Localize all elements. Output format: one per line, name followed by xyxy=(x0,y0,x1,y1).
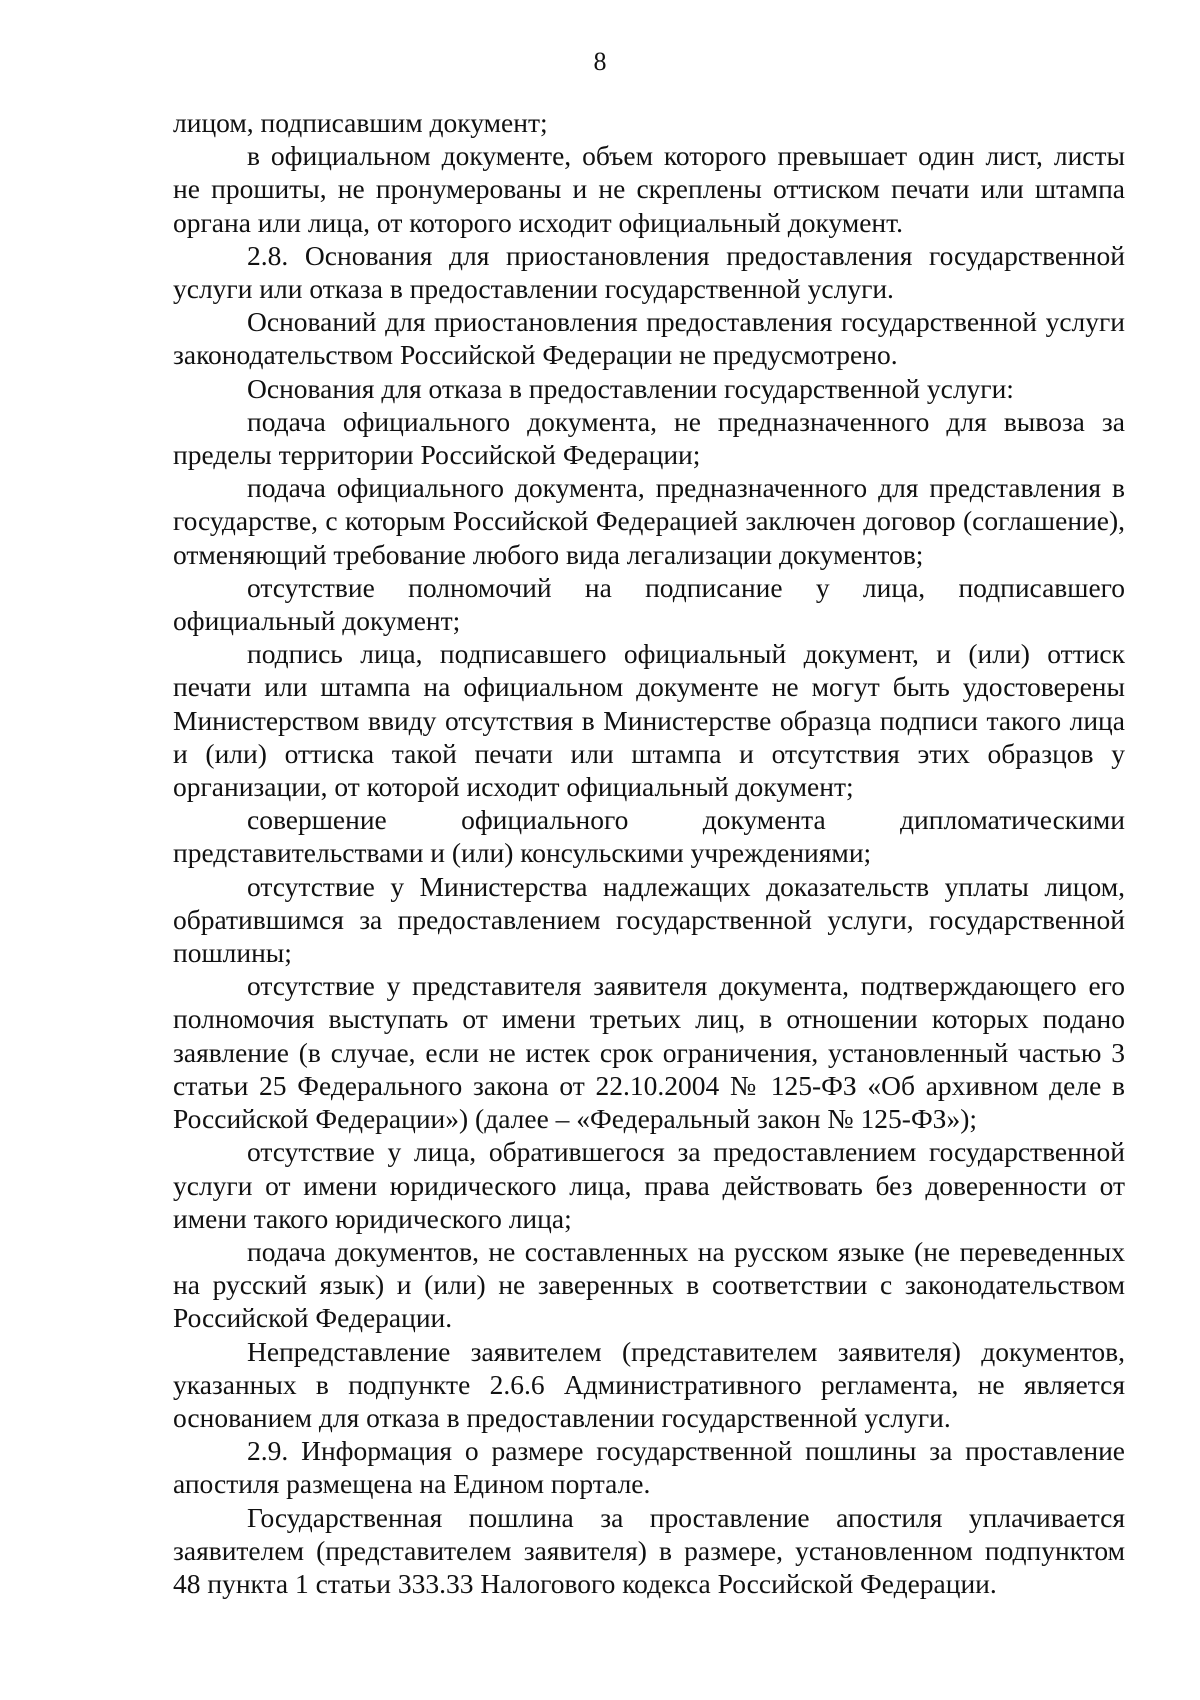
paragraph: Оснований для приостановления предоставления государственной услуги законодательством Российской Федерации не предусмотрено. xyxy=(173,306,1125,371)
document-body xyxy=(173,106,1125,1600)
list-item: совершение официального документа дипломатическими представительствами и (или) консульскими учреждениями; xyxy=(173,804,1125,869)
paragraph: Основания для отказа в предоставлении государственной услуги: xyxy=(247,372,1014,404)
paragraph: Государственная пошлина за проставление апостиля уплачивается заявителем (представителем заявителя) в размере, установленном подпунктом 48 пункта 1 статьи 333.33 Налогового кодекса Российской Федерации. xyxy=(173,1501,1125,1599)
list-item: отсутствие полномочий на подписание у лица, подписавшего официальный документ; xyxy=(173,571,1125,637)
list-item: отсутствие у представителя заявителя документа, подтверждающего его полномочия выступать от имени третьих лиц, в отношении которых подано заявление (в случае, если не истек срок ограничения, установленный частью 3 статьи 25 Федерального закона от 22.10.2004 № 125-ФЗ «Об архивном деле в Российской Федерации») (далее – «Федеральный закон № 125-ФЗ»); xyxy=(173,970,1125,1135)
list-item: подача документов, не составленных на русском языке (не переведенных на русский язык) и (или) не заверенных в соответствии с законодательством Российской Федерации. xyxy=(173,1235,1125,1334)
list-item: подача официального документа, предназначенного для представления в государстве, с которым Российской Федерацией заключен договор (соглашение), отменяющий требование любого вида легализации документов; xyxy=(173,472,1125,570)
paragraph: Непредставление заявителем (представителем заявителя) документов, указанных в подпункте 2.6.6 Административного регламента, не является основанием для отказа в предоставлении государственной услуги. xyxy=(173,1335,1125,1433)
list-item: подача официального документа, не предназначенного для вывоза за пределы территории Российской Федерации; xyxy=(173,405,1125,471)
list-item: подпись лица, подписавшего официальный документ, и (или) оттиск печати или штампа на официальном документе не могут быть удостоверены Министерством ввиду отсутствия в Министерстве образца подписи такого лица и (или) оттиска такой печати или штампа и отсутствия этих образцов у организации, от которой исходит официальный документ; xyxy=(173,638,1125,803)
list-item: отсутствие у лица, обратившегося за предоставлением государственной услуги от имени юридического лица, права действовать без доверенности от имени такого юридического лица; xyxy=(173,1136,1125,1234)
page-number: 8 xyxy=(593,47,607,76)
paragraph: в официальном документе, объем которого превышает один лист, листы не прошиты, не пронумерованы и не скреплены оттиском печати или штампа органа или лица, от которого исходит официальный документ. xyxy=(173,140,1125,238)
list-item: отсутствие у Министерства надлежащих доказательств уплаты лицом, обратившимся за предоставлением государственной услуги, государственной пошлины; xyxy=(173,870,1125,969)
section-heading-2-8: 2.8. Основания для приостановления предоставления государственной услуги или отказа в предоставлении государственной услуги. xyxy=(173,239,1125,305)
paragraph: лицом, подписавшим документ; xyxy=(173,107,548,138)
section-heading-2-9: 2.9. Информация о размере государственной пошлины за проставление апостиля размещена на Едином портале. xyxy=(173,1435,1125,1500)
